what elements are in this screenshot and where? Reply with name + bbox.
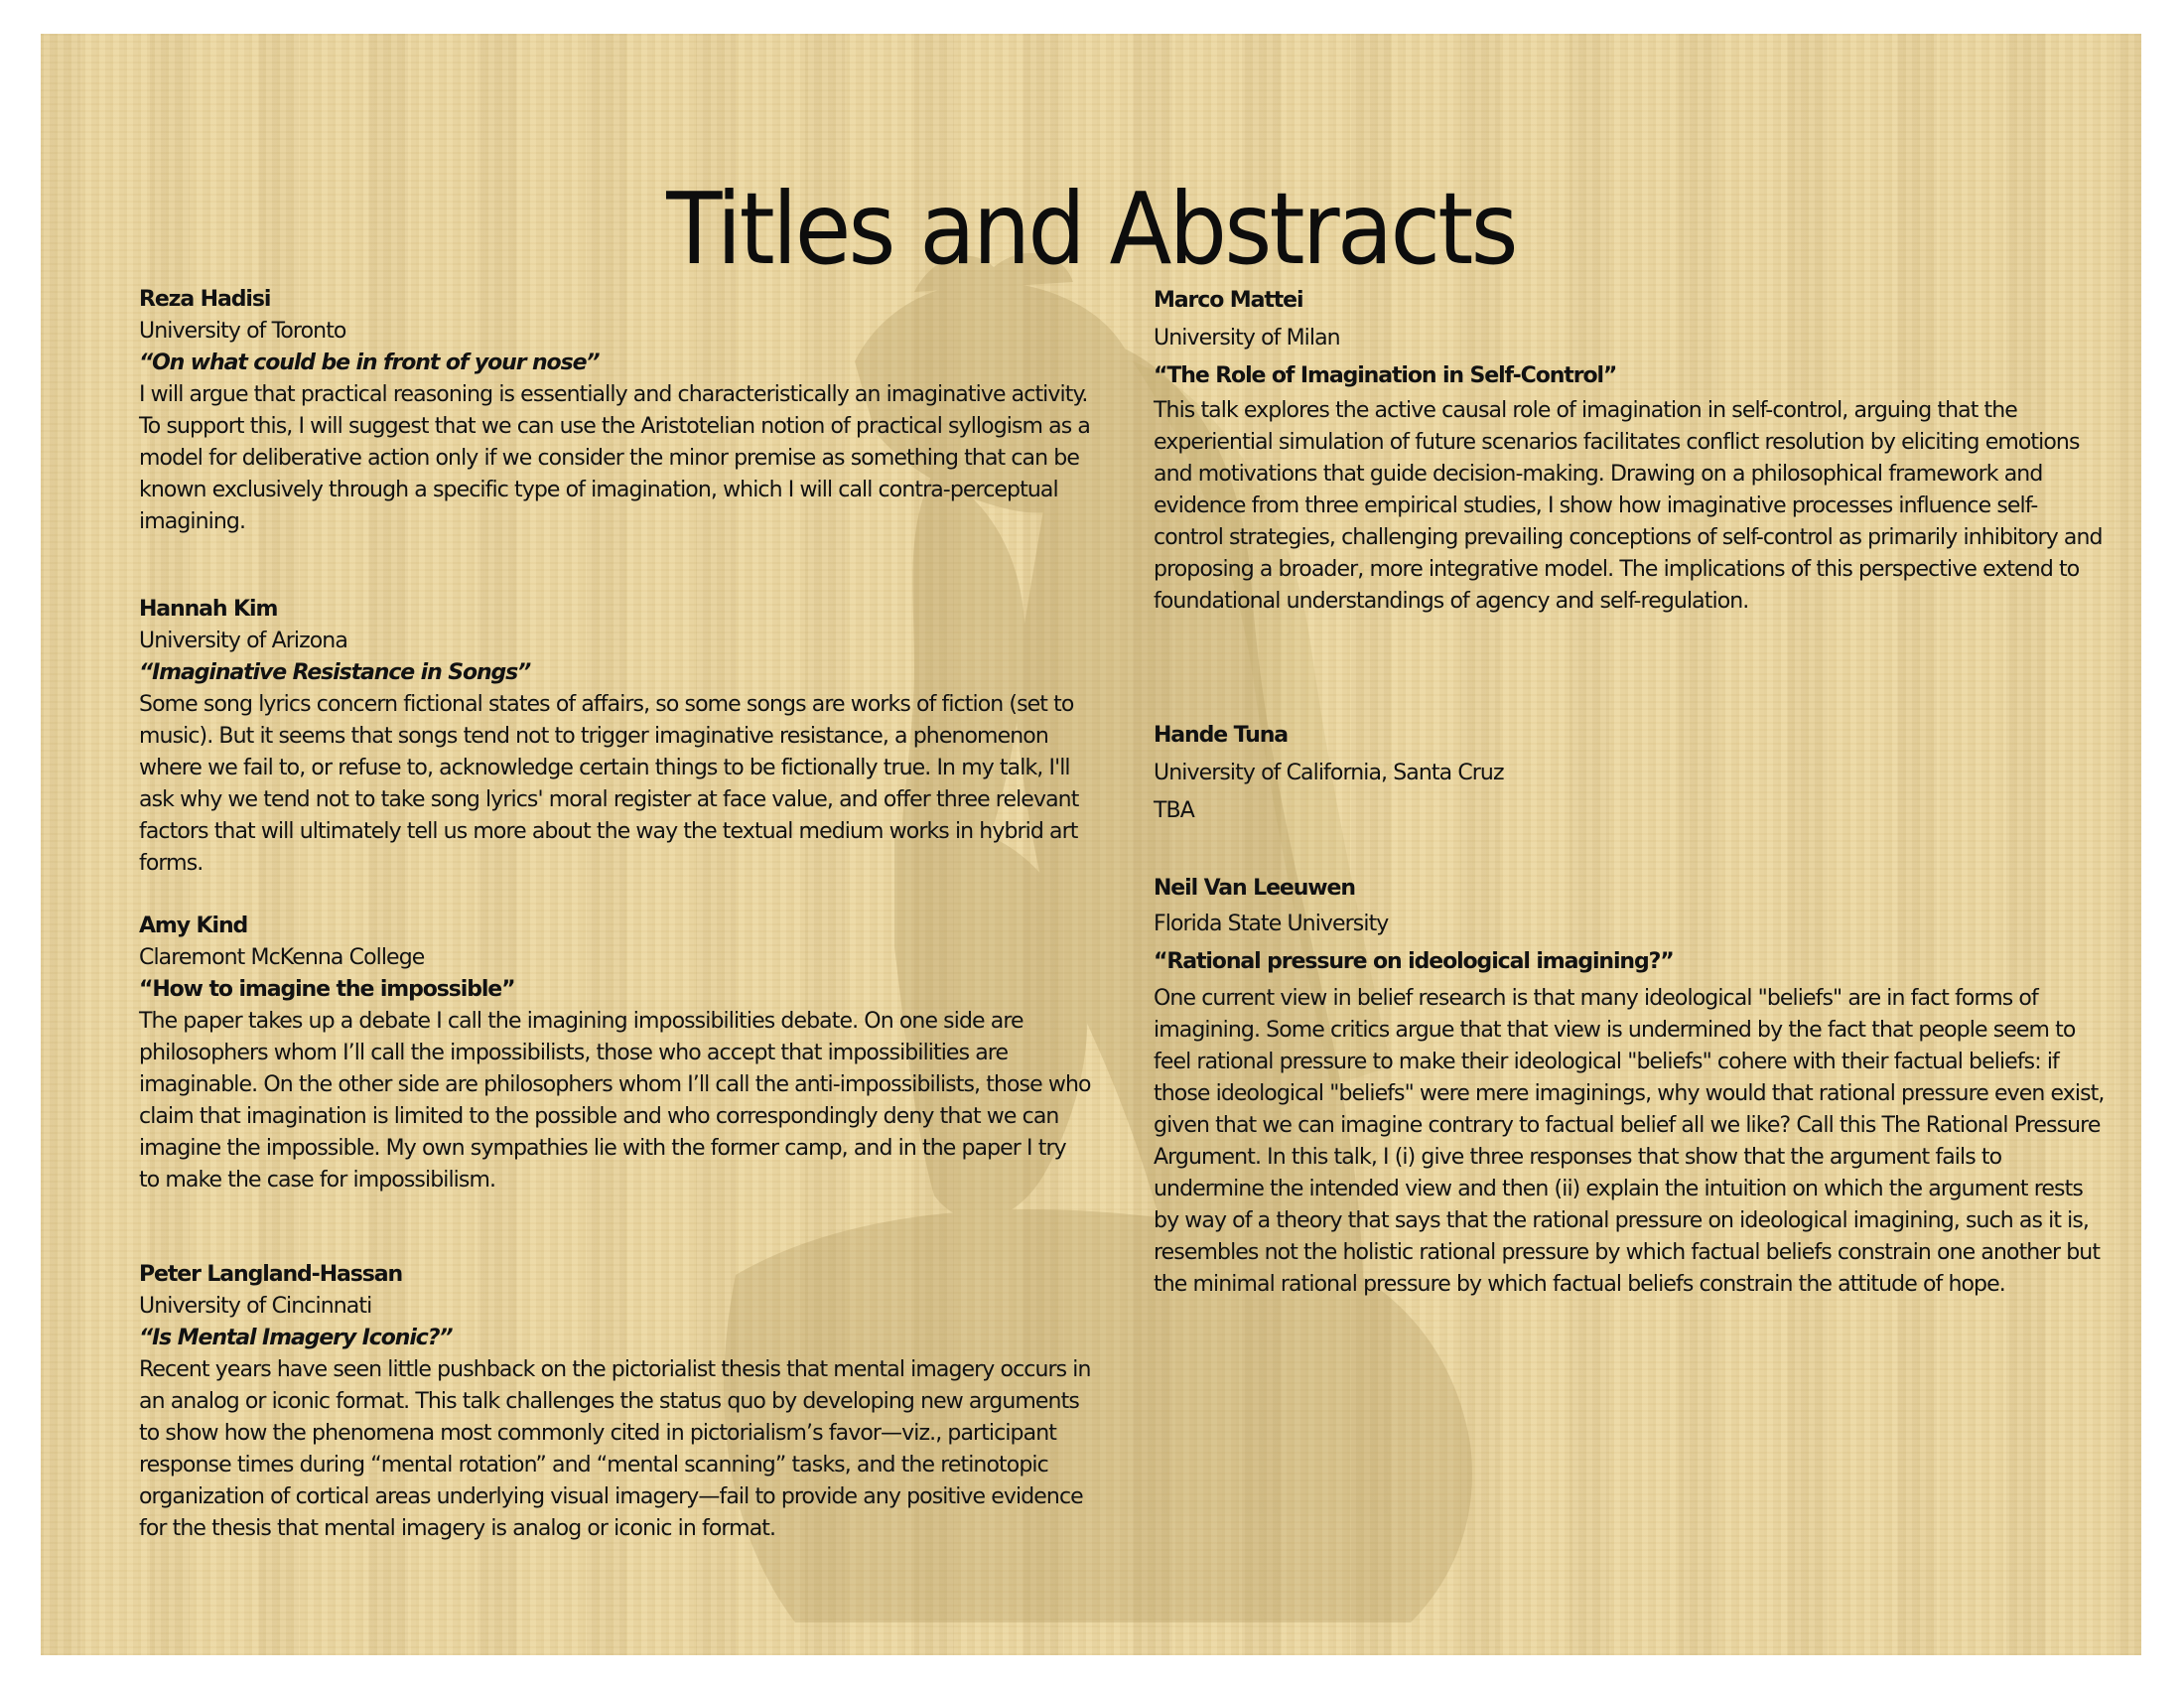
speaker-name: Neil Van Leeuwen (1154, 876, 1355, 901)
talk-title: “How to imagine the impossible” (139, 977, 515, 1002)
speaker-name: Peter Langland-Hassan (139, 1262, 403, 1287)
talk-title: TBA (1154, 798, 1194, 823)
talk-abstract: The paper takes up a debate I call the imagining impossibilities debate. On one side are philosophers whom I’ll call the impossibilists, those who accept that impossibilities are imaginable. On the other side are philosophers whom I’ll call the anti-impossibilists, those who claim that imagination is limited to the possible and who correspondingly deny that we can imagine the impossible. My own sympathies lie with the former camp, and in the paper I try to make the case for impossibilism. (139, 1009, 1091, 1193)
speaker-name: Reza Hadisi (139, 287, 271, 312)
talk-title: “Rational pressure on ideological imagining?” (1154, 949, 1674, 974)
page-title: Titles and Abstracts (666, 171, 1516, 287)
speaker-affiliation: University of California, Santa Cruz (1154, 761, 1504, 785)
speaker-affiliation: University of Arizona (139, 629, 347, 653)
speaker-name: Hannah Kim (139, 597, 278, 622)
talk-abstract: I will argue that practical reasoning is essentially and characteristically an imaginative activity. To support this, I will suggest that we can use the Aristotelian notion of practical syllogism as a model for deliberative action only if we consider the minor premise as something that can be known exclusively through a specific type of imagination, which I will call contra-perceptual imagining. (139, 382, 1090, 534)
speaker-name: Marco Mattei (1154, 288, 1303, 313)
talk-abstract: This talk explores the active causal role of imagination in self-control, arguing that the experiential simulation of future scenarios facilitates conflict resolution by eliciting emotions and motivations that guide decision-making. Drawing on a philosophical framework and evidence from three empirical studies, I show how imaginative processes influence self-control strategies, challenging prevailing conceptions of self-control as primarily inhibitory and proposing a broader, more integrative model. The implications of this perspective extend to foundational understandings of agency and self-regulation. (1154, 398, 2103, 614)
speaker-name: Hande Tuna (1154, 723, 1289, 748)
speaker-affiliation: University of Milan (1154, 326, 1340, 351)
speaker-affiliation: University of Cincinnati (139, 1294, 372, 1319)
speaker-entry-amy-kind (139, 911, 1092, 1196)
speaker-affiliation: Florida State University (1154, 912, 1389, 936)
speaker-entry-reza-hadisi (139, 284, 1092, 538)
speaker-entry-neil-van-leeuwen (1154, 870, 2107, 1301)
talk-abstract: Some song lyrics concern fictional states of affairs, so some songs are works of fiction (set to music). But it seems that songs tend not to trigger imaginative resistance, a phenomenon where we fail to, or refuse to, acknowledge certain things to be fictionally true. In my talk, I'll ask why we tend not to take song lyrics' moral register at face value, and offer three relevant factors that will ultimately tell us more about the way the textual medium works in hybrid art forms. (139, 692, 1079, 876)
speaker-entry-marco-mattei (1154, 282, 2107, 618)
talk-title: “Imaginative Resistance in Songs” (139, 660, 531, 685)
speaker-name: Amy Kind (139, 914, 248, 938)
talk-abstract: Recent years have seen little pushback on the pictorialist thesis that mental imagery occurs in an analog or iconic format. This talk challenges the status quo by developing new arguments to show how the phenomena most commonly cited in pictorialism’s favor—viz., participant response times during “mental rotation” and “mental scanning” tasks, and the retinotopic organization of cortical areas underlying visual imagery—fail to provide any positive evidence for the thesis that mental imagery is analog or iconic in format. (139, 1357, 1091, 1541)
talk-title: “On what could be in front of your nose” (139, 351, 600, 375)
talk-title: “The Role of Imagination in Self-Control” (1154, 363, 1617, 388)
speaker-affiliation: Claremont McKenna College (139, 945, 425, 970)
speaker-entry-hande-tuna (1154, 717, 2107, 830)
speaker-affiliation: University of Toronto (139, 319, 346, 344)
speaker-entry-peter-langland-hassan (139, 1259, 1092, 1545)
talk-title: “Is Mental Imagery Iconic?” (139, 1326, 453, 1350)
talk-abstract: One current view in belief research is that many ideological "beliefs" are in fact forms of imagining. Some critics argue that that view is undermined by the fact that people seem to feel rational pressure to make their ideological "beliefs" cohere with their factual beliefs: if those ideological "beliefs" were mere imaginings, why would that rational pressure even exist, given that we can imagine contrary to factual belief all we like? Call this The Rational Pressure Argument. In this talk, I (i) give three responses that show that the argument fails to undermine the intended view and then (ii) explain the intuition on which the argument rests by way of a theory that says that the rational pressure on ideological imagining, such as it is, resembles not the holistic rational pressure by which factual beliefs constrain one another but the minimal rational pressure by which factual beliefs constrain the attitude of hope. (1154, 986, 2105, 1297)
speaker-entry-hannah-kim (139, 594, 1092, 880)
papyrus-background (41, 34, 2141, 1655)
